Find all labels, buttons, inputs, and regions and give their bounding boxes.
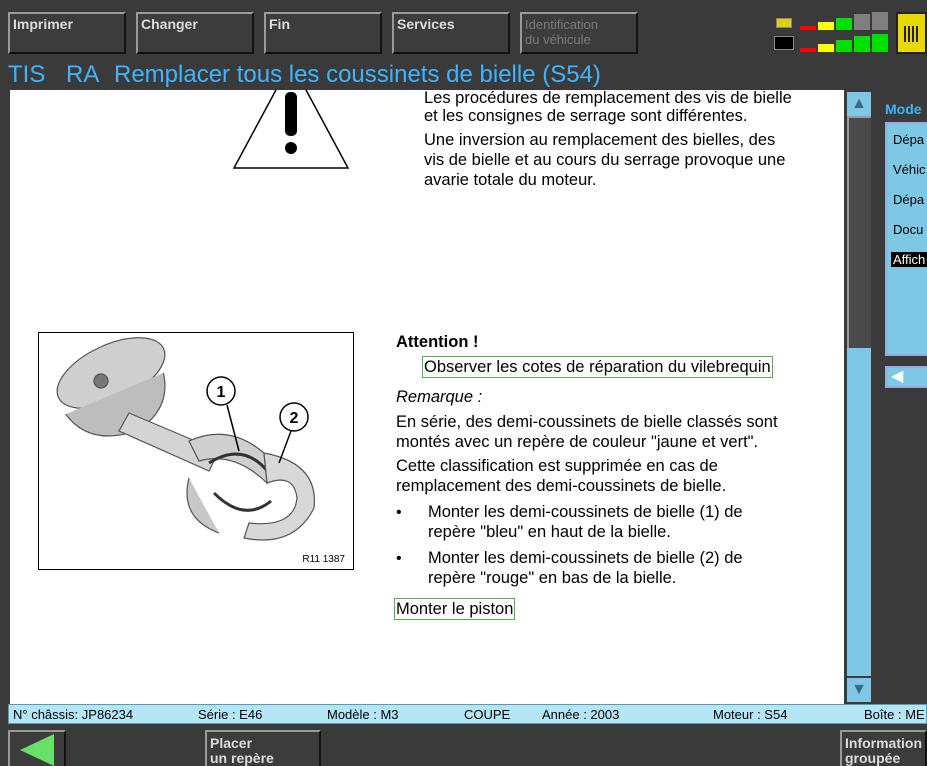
doc-text-line: En série, des demi-coussinets de bielle classés sont (396, 413, 778, 431)
status-bar-gray (872, 12, 888, 30)
vehicle-gearbox: Boîte : ME (864, 707, 925, 722)
vehicle-series: Série : E46 (198, 707, 263, 722)
bullet-marker: • (396, 550, 402, 567)
warning-icon (230, 90, 352, 177)
system-label: TIS (8, 61, 46, 88)
bullet-marker: • (396, 504, 402, 521)
mode-panel (876, 90, 927, 704)
figure-callout-2: 2 (289, 410, 299, 427)
vehicle-year: Année : 2003 (542, 707, 620, 722)
install-piston-link[interactable]: Monter le piston (396, 600, 514, 618)
page-title-bar (0, 60, 927, 90)
vehicle-identification-button[interactable] (520, 12, 638, 54)
bullet-text-line: repère "rouge" en bas de la bielle. (428, 569, 677, 587)
scroll-up-button[interactable]: ▲ (847, 92, 871, 116)
vehicle-identification-line2: du véhicule (525, 32, 591, 47)
status-bar-red (800, 26, 816, 30)
status-bar-green (836, 40, 852, 52)
doc-text-line: Les procédures de remplacement des vis de bielle (424, 90, 792, 107)
status-bar-yellow (818, 44, 834, 52)
document-view (10, 90, 844, 704)
place-bookmark-line1: Placer (210, 735, 253, 751)
doc-text-line: et les consignes de serrage sont différentes. (424, 107, 748, 125)
back-arrow-icon (10, 732, 64, 766)
status-bar-gray (854, 14, 870, 30)
status-bar-yellow (818, 22, 834, 30)
mode-list[interactable] (885, 122, 927, 356)
figure-callout-1: 1 (216, 384, 226, 401)
page-title: Remplacer tous les coussinets de bielle (S54) (114, 61, 601, 88)
grouped-information-button[interactable] (840, 730, 927, 766)
place-bookmark-line2: un repère (210, 750, 274, 766)
change-button[interactable]: Changer (136, 12, 254, 54)
connecting-rod-illustration (39, 333, 353, 569)
document-scrollbar[interactable] (845, 90, 873, 704)
doc-text-line: montés avec un repère de couleur "jaune et vert". (396, 433, 759, 451)
battery-icon[interactable] (896, 12, 927, 54)
doc-text-line: remplacement des demi-coussinets de bielle. (396, 477, 727, 495)
status-bar-green (836, 18, 852, 30)
vehicle-identification-line1: Identification (525, 17, 598, 32)
remark-label: Remarque : (396, 388, 483, 406)
bullet-text-line: Monter les demi-coussinets de bielle (2) de (428, 549, 743, 567)
connector-icon (776, 18, 792, 28)
place-bookmark-button[interactable] (205, 730, 321, 766)
top-toolbar (0, 0, 927, 60)
vehicle-info-bar (8, 704, 927, 724)
status-row-connection (772, 12, 888, 30)
end-button[interactable]: Fin (264, 12, 382, 54)
figure-reference: R11 1387 (302, 554, 345, 565)
mode-item[interactable]: Véhic (893, 162, 926, 177)
doc-text-line: Une inversion au remplacement des bielles, des (424, 131, 776, 149)
attention-label: Attention ! (396, 333, 479, 351)
doc-text-line: avarie totale du moteur. (424, 171, 597, 189)
section-label: RA (66, 61, 100, 88)
scroll-down-button[interactable]: ▼ (847, 678, 871, 702)
mode-panel-header: Mode (885, 101, 922, 117)
services-button[interactable]: Services (392, 12, 510, 54)
grouped-information-line1: Information (845, 735, 922, 751)
print-button[interactable]: Imprimer (8, 12, 126, 54)
vehicle-model: Modèle : M3 (327, 707, 399, 722)
scroll-left-arrow-icon[interactable]: ◀ (885, 366, 927, 388)
crankshaft-dimensions-link[interactable]: Observer les cotes de réparation du vilebrequin (424, 358, 771, 376)
chassis-number: N° châssis: JP86234 (13, 707, 134, 722)
status-row-monitor (772, 34, 888, 52)
back-button[interactable] (8, 730, 66, 766)
bullet-text-line: Monter les demi-coussinets de bielle (1) de (428, 503, 743, 521)
doc-text-line: Cette classification est supprimée en cas de (396, 457, 718, 475)
doc-text-line: vis de bielle et au cours du serrage provoque une (424, 151, 786, 169)
mode-item[interactable]: Dépa (893, 192, 925, 207)
bottom-toolbar (0, 726, 927, 766)
status-bar-green (872, 34, 888, 52)
connecting-rod-figure (38, 332, 354, 570)
vehicle-engine: Moteur : S54 (713, 707, 788, 722)
grouped-information-line2: groupée (845, 750, 901, 766)
monitor-icon (774, 36, 794, 50)
mode-item[interactable]: Docu (893, 222, 924, 237)
vehicle-body: COUPE (464, 707, 511, 722)
status-indicators (772, 12, 888, 54)
scroll-thumb[interactable] (847, 116, 871, 348)
status-bar-green (854, 36, 870, 52)
bullet-text-line: repère "bleu" en haut de la bielle. (428, 523, 671, 541)
mode-item[interactable]: Dépa (893, 132, 925, 147)
mode-item-selected[interactable]: Affich (893, 252, 926, 267)
status-bar-red (800, 48, 816, 52)
